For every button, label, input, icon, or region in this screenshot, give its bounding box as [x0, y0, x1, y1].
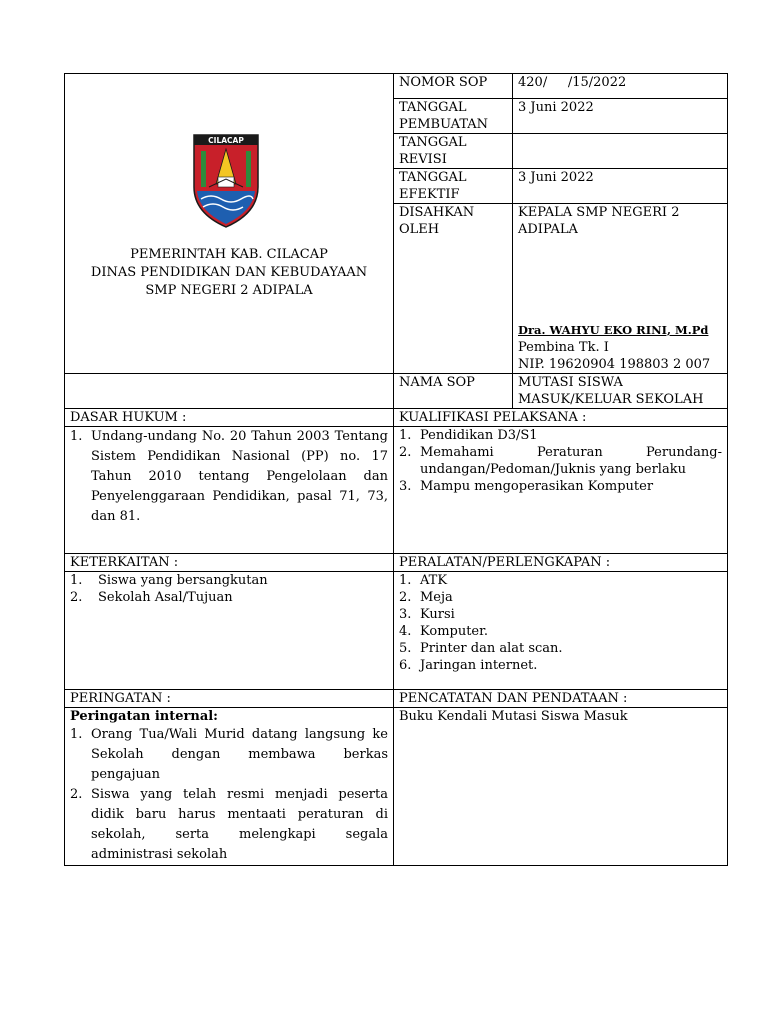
- org-line-school: SMP NEGERI 2 ADIPALA: [145, 283, 313, 298]
- list-item: [399, 572, 722, 589]
- list-number: 1.: [70, 429, 83, 444]
- list-item: [399, 427, 722, 444]
- list-text: Mampu mengoperasikan Komputer: [420, 479, 654, 494]
- list-number: 1.: [399, 573, 412, 588]
- cilacap-emblem-icon: [191, 129, 261, 229]
- list-text: Printer dan alat scan.: [420, 641, 563, 656]
- peringatan-list: [70, 725, 388, 865]
- list-number: 3.: [399, 607, 412, 622]
- list-item: [399, 657, 722, 674]
- list-item: [70, 725, 388, 785]
- pencatatan-title: PENCATATAN DAN PENDATAAN :: [394, 690, 728, 708]
- org-line-government: PEMERINTAH KAB. CILACAP: [130, 247, 328, 262]
- list-number: 2.: [70, 787, 83, 802]
- approver-title: KEPALA SMP NEGERI 2: [518, 205, 680, 220]
- list-text: ATK: [420, 573, 448, 588]
- peringatan-subtitle: Peringatan internal:: [70, 709, 218, 724]
- peralatan-body: [394, 572, 728, 690]
- list-number: 6.: [399, 658, 412, 673]
- list-text: Kursi: [420, 607, 455, 622]
- list-number: 5.: [399, 641, 412, 656]
- list-item: [399, 623, 722, 640]
- peralatan-list: [399, 572, 722, 674]
- list-text: Jaringan internet.: [420, 658, 538, 673]
- list-text: Orang Tua/Wali Murid datang langsung ke Sekolah dengan membawa berkas pengajuan: [91, 727, 388, 782]
- list-text: Siswa yang bersangkutan: [98, 573, 268, 588]
- list-item: [70, 572, 388, 589]
- nomor-sop-value: 420/ /15/2022: [513, 74, 728, 99]
- kualifikasi-title: KUALIFIKASI PELAKSANA :: [394, 409, 728, 427]
- kualifikasi-list: [399, 427, 722, 495]
- nama-sop-line-2: MASUK/KELUAR SEKOLAH: [518, 392, 704, 407]
- keterkaitan-body: [65, 572, 394, 690]
- nama-sop-line-1: MUTASI SISWA: [518, 375, 623, 390]
- tanggal-revisi-label: TANGGAL REVISI: [394, 134, 513, 169]
- list-number: 1.: [399, 428, 412, 443]
- list-text: Pendidikan D3/S1: [420, 428, 538, 443]
- list-number: 2.: [399, 445, 412, 460]
- list-text: Sekolah Asal/Tujuan: [98, 590, 233, 605]
- list-item: [399, 589, 722, 606]
- list-item: [399, 606, 722, 623]
- list-item: [399, 444, 722, 478]
- approver-school: ADIPALA: [518, 222, 578, 237]
- peralatan-title: PERALATAN/PERLENGKAPAN :: [394, 554, 728, 572]
- tanggal-pembuatan-value: 3 Juni 2022: [513, 99, 728, 134]
- keterkaitan-list: [70, 572, 388, 606]
- list-item: [399, 478, 722, 495]
- list-number: 4.: [399, 624, 412, 639]
- nama-sop-label: NAMA SOP: [394, 374, 513, 409]
- list-number: 1.: [70, 573, 83, 588]
- nama-sop-value: [513, 374, 728, 409]
- peringatan-body: [65, 708, 394, 866]
- list-item: [70, 785, 388, 865]
- organization-name: [65, 246, 393, 300]
- approval-cell: [513, 204, 728, 374]
- list-number: 3.: [399, 479, 412, 494]
- list-text: Memahami Peraturan Perundang-undangan/Pedoman/Juknis yang berlaku: [420, 445, 722, 477]
- disahkan-label: DISAHKAN OLEH: [394, 204, 513, 374]
- emblem-banner: CILACAP: [208, 136, 244, 145]
- list-text: Siswa yang telah resmi menjadi peserta didik baru harus mentaati peraturan di sekolah, serta melengkapi segala administrasi sekolah: [91, 787, 388, 862]
- sop-document: [64, 73, 727, 866]
- list-item: [70, 589, 388, 606]
- nomor-sop-label: NOMOR SOP: [394, 74, 513, 99]
- dasar-hukum-list: [70, 427, 388, 527]
- keterkaitan-title: KETERKAITAN :: [65, 554, 394, 572]
- kualifikasi-body: [394, 427, 728, 554]
- list-number: 2.: [70, 590, 83, 605]
- list-number: 1.: [70, 727, 83, 742]
- dasar-hukum-title: DASAR HUKUM :: [65, 409, 394, 427]
- signer-nip: NIP. 19620904 198803 2 007: [518, 357, 711, 372]
- list-item: [70, 427, 388, 527]
- tanggal-efektif-value: 3 Juni 2022: [513, 169, 728, 204]
- peringatan-title: PERINGATAN :: [65, 690, 394, 708]
- empty-cell: [65, 374, 394, 409]
- tanggal-revisi-value: [513, 134, 728, 169]
- sop-table: [64, 73, 728, 866]
- list-text: Komputer.: [420, 624, 489, 639]
- tanggal-pembuatan-label: TANGGAL PEMBUATAN: [394, 99, 513, 134]
- list-text: Meja: [420, 590, 453, 605]
- pencatatan-body: Buku Kendali Mutasi Siswa Masuk: [394, 708, 728, 866]
- dasar-hukum-body: [65, 427, 394, 554]
- header-identity-cell: [65, 74, 394, 374]
- list-number: 2.: [399, 590, 412, 605]
- org-line-agency: DINAS PENDIDIKAN DAN KEBUDAYAAN: [90, 265, 368, 280]
- signer-name: Dra. WAHYU EKO RINI, M.Pd: [518, 323, 709, 337]
- signer-rank: Pembina Tk. I: [518, 340, 609, 355]
- list-text: Undang-undang No. 20 Tahun 2003 Tentang Sistem Pendidikan Nasional (PP) no. 17 Tahun 2010 tentang Pengelolaan dan Penyelenggaraan Pendidikan, pasal 71, 73, dan 81.: [91, 429, 388, 524]
- tanggal-efektif-label: TANGGAL EFEKTIF: [394, 169, 513, 204]
- list-item: [399, 640, 722, 657]
